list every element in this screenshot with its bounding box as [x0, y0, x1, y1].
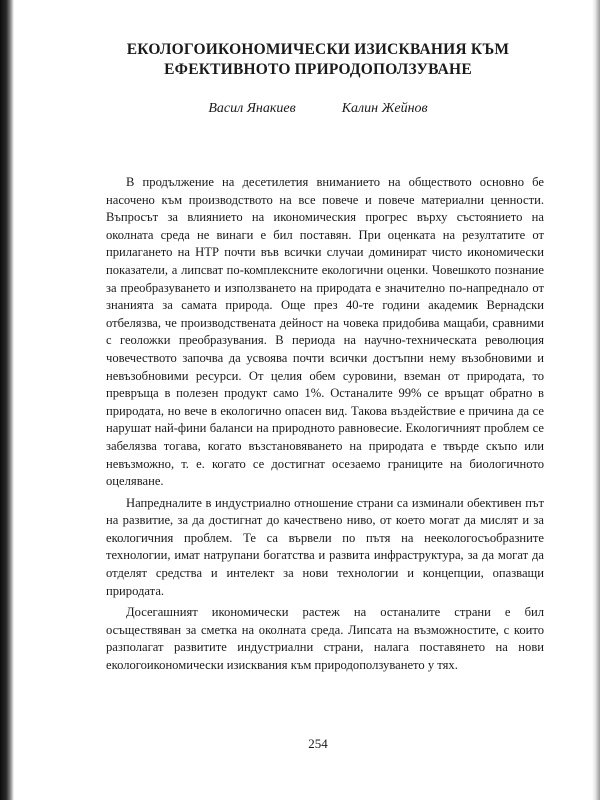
article-body: [92, 174, 544, 675]
document-page: [92, 40, 544, 780]
article-title: [92, 40, 544, 80]
article-title-line-2: ЕФЕКТИВНОТО ПРИРОДОПОЛЗУВАНЕ: [164, 61, 472, 78]
body-paragraph: Досегашният икономически растеж на останалите страни е бил осъществяван за сметка на околната среда. Липсата на възможностите, с които разполагат развитите индустриални страни, налага поставянето на нови екологоикономически изисквания към природоползуването у тях.: [106, 605, 544, 673]
page-number: 254: [308, 736, 328, 751]
article-title-line-1: ЕКОЛОГОИКОНОМИЧЕСКИ ИЗИСКВАНИЯ КЪМ: [126, 41, 510, 58]
body-paragraph: Напредналите в индустриално отношение страни са изминали обективен път на развитие, за да достигнат до качествено ниво, от което могат да мислят и за екологичния проблем. Те са вървели по пътя на неекологосъобразните технологии, имат натрупани богатства и развита инфраструктура, за да могат да отделят средства и интелект за нови технологии и концепции, опазващи природата.: [106, 495, 544, 598]
author-name: Васил Янакиев: [208, 101, 296, 116]
scan-edge-left: [0, 0, 14, 800]
author-name: Калин Жейнов: [341, 101, 428, 116]
body-paragraph: В продължение на десетилетия вниманието на обществото основно бе насочено към производството на все повече и повече материални ценности. Въпросът за влиянието на икономическия прогрес върху състоянието на околната среда не винаги е бил поставян. При оценката на резултатите от прилагането на НТР почти във всички случаи доминират чисто икономически показатели, а липсват по-комплексните екологични оценки. Човешкото познание за преобразуването и използването на природата е значително по-напреднало от знанията за самата природа. Още през 40-те години академик Вернадски отбелязва, че производствената дейност на човека придобива мащаби, сравними с геоложки преобразувания. В периода на научно-техническата революция човечеството започва да усвоява почти всички достъпни нему възобновими и невъзобновими ресурси. От целия обем суровини, вземан от природата, то превръща в полезен продукт само 1%. Останалите 99% се връщат обратно в природата, но вече в екологично опасен вид. Такова въздействие е причина да се нарушат най-фини баланси на природното равновесие. Екологичният проблем се забелязва тогава, когато възстановяването на природата е твърде скъпо или невъзможно, т. е. когато се достигнат осезаемо границите на биологичното оцеляване.: [106, 175, 544, 489]
author-list: [92, 100, 544, 118]
scan-edge-right: [592, 0, 600, 800]
